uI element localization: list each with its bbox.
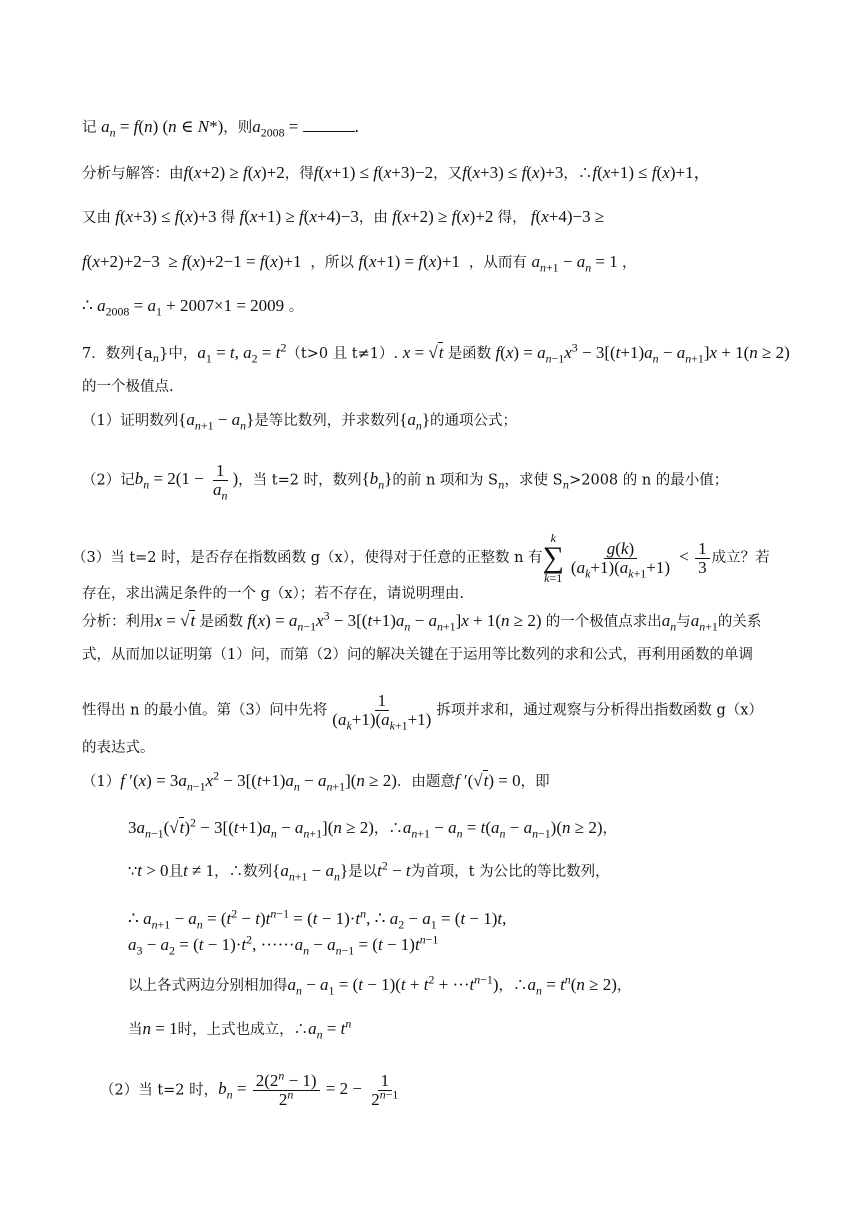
text-line: ∴ $a_{n+1} - a_n = (t^2 - t)t^{n-1} = (t - 1)\cdot t^n$, ∴ $a_2 - a_1 = (t - 1)t$, [128,906,507,932]
text-line: 记 $a_n = f(n)$ (n ∈ N*)，则$a_{2008}$ = . [82,117,359,140]
text-line: ∴ $a_{2008} = a_1 + 2007\times 1 = 2009$ 。 [82,296,304,319]
text-line: 以上各式两边分别相加得$a_n - a_1 = (t - 1)(t + t^2 + \cdot\cdot\cdot t^{n-1})$，$\therefore a_n = t^n(n \ge 2)$， [128,972,632,998]
text-line: 分析：利用x = √t 是函数 $f(x) = a_{n-1}x^3 - 3[(t+1)a_n - a_{n+1}]x + 1(n \ge 2)$ 的一个极值点求出$a_n$与$a_{n+1}$的关系 [82,608,762,634]
text-line: $3a_{n-1}(√t)^2 - 3[(t+1)a_n - a_{n+1}](n \ge 2)$，$\therefore a_{n+1} - a_n = t(a_n - a_{n-1})(n \ge 2)$， [128,815,617,841]
text-line: （2）当 t=2 时，$b_n$ = $\frac{2(2^n - 1)}{2^n}$ = 2 − $\frac{1}{2^{n-1}}$ [100,1068,399,1109]
text-line: （2）记$b_n = 2(1$ − $\frac{1}{a_n}$ )，当 t=2 时，数列$\{b_n\}$的前 n 项和为 $S_n$，求使 $S_n>2008$ 的 n 的最小值； [82,461,729,503]
text-line: 的表达式。 [82,740,155,756]
text-line: （1）f $'(x) = 3a_{n-1}x^2 - 3[(t+1)a_n - a_{n+1}](n \ge 2)$．由题意f ′(√t) = 0，即 [82,768,550,794]
text-line: 的一个极值点. [82,379,174,395]
text-line: （3）当 t=2 时，是否存在指数函数 g（x），使得对于任意的正整数 n 有 k ∑ k=1 $\frac{g(k)}{(a_k+1)(a_{k+1}+1)}$ < $\frac{1}{3}$ 成立？若 [72,531,770,585]
text-line: 性得出 n 的最小值。第（3）问中先将 $\frac{1}{(a_k+1)(a_{k+1}+1)}$ 拆项并求和，通过观察与分析得出指数函数 g（x） [82,691,763,733]
text-line: 存在，求出满足条件的一个 g（x）；若不存在，请说明理由. [82,586,464,602]
text-line: 7．数列$\{a_n\}$中，$a_1 = t$, $a_2 = t^2(t>0$ 且 t≠1）. x = √t 是函数 $f(x) = a_{n-1}x^3 - 3[(t+1)a_n - a_{n+1}]x + 1(n \ge 2)$ [82,340,790,366]
text-line: ∵t > 0且t ≠ 1，∴数列$\{a_{n+1} - a_n\}$是以$t^2 - t$为首项，t 为公比的等比数列， [128,858,610,884]
text-line: 又由 f(x+3) ≤ f(x)+3 得 f(x+1) ≥ f(x+4)−3，由 f(x+2) ≥ f(x)+2 得， f(x+4)−3 ≥ [82,207,605,226]
text-line: 当n = 1时，上式也成立，$\therefore a_n = t^n$ [128,1016,352,1042]
text-line: （1）证明数列$\{a_{n+1} - a_n\}$是等比数列，并求数列$\{a_n\}$的通项公式； [82,410,518,433]
text-line: 式，从而加以证明第（1）问，而第（2）问的解决关键在于运用等比数列的求和公式，再利用函数的单调 [82,647,753,663]
text-line: 分析与解答：由f(x+2) ≥ f(x)+2，得f(x+1) ≤ f(x+3)−2，又f(x+3) ≤ f(x)+3，∴f(x+1) ≤ f(x)+1， [82,163,711,182]
text-line: f(x+2)+2−3 ≥ f(x)+2−1 = f(x)+1 ，所以 f(x+1) = f(x)+1 ，从而有 $a_{n+1} - a_n = 1$ ， [82,252,637,275]
text-line: $a_3 - a_2 = (t - 1)\cdot t^2$, $\cdot\cdot\cdot\cdot\cdot\cdot a_n - a_{n-1} = (t - 1)t^{n-1}$ [128,932,439,958]
